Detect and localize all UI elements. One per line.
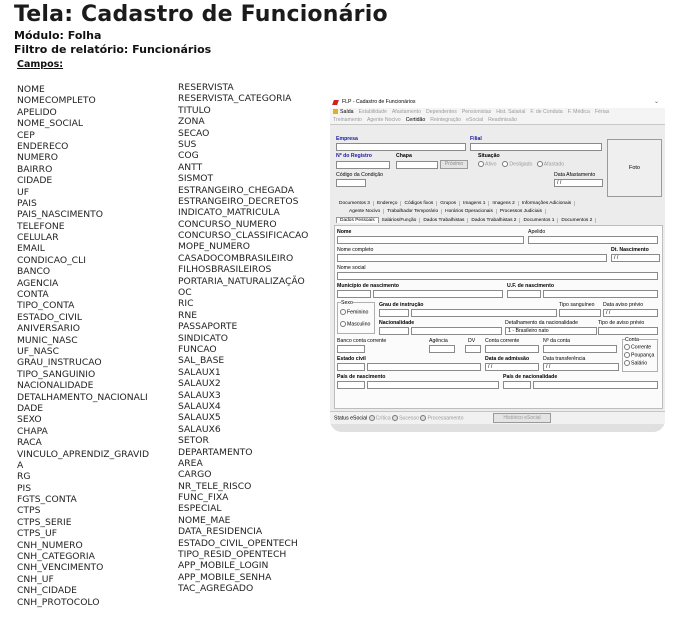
tab[interactable]: Dados Trabalhistas 2 <box>468 218 520 223</box>
status-sucesso-label: Sucesso <box>399 415 419 422</box>
field-name: CTPS_UF <box>17 528 58 540</box>
proximo-button[interactable]: Próximo <box>440 160 468 169</box>
municipio-name-input[interactable] <box>373 290 503 298</box>
tab[interactable]: Salários/Função <box>379 218 421 223</box>
situacao-label: Situação <box>478 153 500 159</box>
field-name: NR_TELE_RISCO <box>178 480 252 492</box>
nr-conta-label: Nº da conta <box>543 338 570 344</box>
apelido-input[interactable] <box>528 236 658 244</box>
registro-label: Nº do Registro <box>336 153 372 159</box>
field-name: CHAPA <box>17 425 48 437</box>
data-afastamento-input[interactable] <box>554 179 603 187</box>
conta-group-label: Conta <box>625 337 639 343</box>
dt-nascimento-value: / / <box>614 255 619 261</box>
fields-column-1 <box>17 84 149 608</box>
field-name: DETALHAMENTO_NACIONALI <box>17 391 148 403</box>
filial-select[interactable] <box>470 143 602 151</box>
poupanca-label: Poupança <box>631 352 655 359</box>
dt-nascimento-input[interactable] <box>611 254 660 262</box>
field-name: AREA <box>178 457 203 469</box>
data-admissao-label: Data de admissão <box>485 356 530 362</box>
field-name: CEP <box>17 129 35 141</box>
field-name: DEPARTAMENTO <box>178 446 253 458</box>
field-name: CNH_CATEGORIA <box>17 551 95 563</box>
pais-nascimento-input[interactable] <box>337 381 365 389</box>
menu-bar-secondary <box>330 116 665 125</box>
field-name: SUS <box>178 138 197 150</box>
field-name: SALAUX5 <box>178 412 221 424</box>
tab[interactable]: Trabalhador Temporário <box>384 209 442 214</box>
tab[interactable]: Imagens 2 <box>489 201 518 206</box>
menu-item[interactable]: Hist. Salarial <box>496 109 526 115</box>
field-name: ESTADO_CIVIL_OPENTECH <box>178 537 298 549</box>
field-name: CNH_NUMERO <box>17 539 83 551</box>
sexo-label: Sexo <box>341 300 353 306</box>
corrente-label: Corrente <box>631 344 652 351</box>
field-name: AGENCIA <box>17 277 59 289</box>
field-name: RESERVISTA <box>178 82 234 93</box>
field-name: TIPO_RESID_OPENTECH <box>178 549 287 561</box>
grau-instrucao-label: Grau de instrução <box>379 302 424 308</box>
tab[interactable]: Documentos 2 <box>558 218 596 223</box>
field-name: ESTRANGEIRO_DECRETOS <box>178 195 299 207</box>
desligado-label: Desligado <box>509 161 533 168</box>
nr-conta-input[interactable] <box>543 345 617 353</box>
menu-item[interactable]: Agente Nocivo <box>366 117 401 123</box>
field-name: CONCURSO_NUMERO <box>178 218 277 230</box>
menu-item[interactable]: Estabilidade <box>358 109 387 115</box>
field-name: FGTS_CONTA <box>17 494 77 506</box>
situacao-options <box>478 161 564 167</box>
field-name: CTPS <box>17 505 41 517</box>
field-name: MUNIC_NASC <box>17 334 78 346</box>
field-name: PASSAPORTE <box>178 321 238 333</box>
status-bar <box>330 411 665 424</box>
tab[interactable]: Documentos 1 <box>520 218 558 223</box>
detalhamento-label: Detalhamento da nacionalidade <box>505 320 578 326</box>
field-name: CNH_UF <box>17 573 54 585</box>
status-critica-icon <box>369 415 375 421</box>
data-aviso-input[interactable] <box>603 309 658 317</box>
estado-civil-label: Estado civil <box>337 356 366 362</box>
field-name: UF <box>17 186 30 198</box>
agencia-input[interactable] <box>429 345 455 353</box>
chevron-down-icon[interactable]: ⌄ <box>653 99 659 105</box>
feminino-label: Feminino <box>347 309 369 316</box>
registro-input[interactable] <box>336 161 390 169</box>
afastado-label: Afastado <box>543 161 565 168</box>
data-transferencia-label: Data transferência <box>543 356 586 362</box>
pais-nacionalidade-input[interactable] <box>503 381 531 389</box>
tabs-row-3 <box>336 217 596 223</box>
historico-esocial-button[interactable]: Histórico eSocial <box>493 413 551 423</box>
field-name: RACA <box>17 437 42 449</box>
tab[interactable]: Documentos 3 <box>336 201 374 206</box>
field-name: NOMECOMPLETO <box>17 95 96 107</box>
field-name: RESERVISTA_CATEGORIA <box>178 93 292 105</box>
tab[interactable]: Dados Pessoais <box>336 217 379 223</box>
dv-label: DV <box>468 338 476 344</box>
field-name: GRAU_INSTRUCAO <box>17 357 102 369</box>
field-name: CONDICAO_CLI <box>17 254 86 266</box>
field-name: CIDADE <box>17 175 53 187</box>
app-icon <box>332 100 339 105</box>
field-name: TITULO <box>178 104 211 116</box>
tab[interactable]: Processos Judiciais <box>497 209 546 214</box>
menu-item[interactable]: Readmissão <box>488 117 518 123</box>
field-name: SALAUX6 <box>178 423 221 435</box>
field-name: CTPS_SERIE <box>17 516 72 528</box>
masculino-label: Masculino <box>347 321 371 328</box>
field-name: NUMERO <box>17 152 58 164</box>
menu-item[interactable]: Férias <box>594 109 610 115</box>
filial-label: Filial <box>470 136 482 142</box>
municipio-label: Município de nascimento <box>337 283 399 289</box>
salario-option[interactable] <box>624 360 647 366</box>
field-name: FILHOSBRASILEIROS <box>178 264 272 276</box>
field-name: NOME_MAE <box>178 514 231 526</box>
pais-nascimento-label: País de nascimento <box>337 374 386 380</box>
field-name: CNH_PROTOCOLO <box>17 596 100 608</box>
field-name: MOPE_NUMERO <box>178 241 251 253</box>
codigo-condicao-input[interactable] <box>336 179 366 187</box>
field-name: PAIS_NASCIMENTO <box>17 209 103 221</box>
tab[interactable]: Agente Nocivo <box>346 209 384 214</box>
field-name: CONTA <box>17 289 49 301</box>
field-name: FUNC_FIXA <box>178 492 229 504</box>
field-name: SALAUX1 <box>178 366 221 378</box>
poupanca-option[interactable] <box>624 352 654 358</box>
empresa-label: Empresa <box>336 136 358 142</box>
field-name: UF_NASC <box>17 345 60 357</box>
nome-completo-label: Nome completo <box>337 247 374 253</box>
status-esocial-label: Status eSocial <box>334 415 368 422</box>
window-title: FLP - Cadastro de Funcionários <box>342 99 416 105</box>
field-name: ENDERECO <box>17 140 69 152</box>
nome-label: Nome <box>337 229 352 235</box>
menu-item[interactable]: Reintegração <box>430 117 462 123</box>
status-processamento-icon <box>420 415 426 421</box>
field-name: DADE <box>17 402 44 414</box>
field-name: APP_MOBILE_SENHA <box>178 571 272 583</box>
menu-item[interactable]: Certidão <box>405 117 426 123</box>
nome-social-input[interactable] <box>337 272 658 280</box>
field-name: FUNCAO <box>178 343 217 355</box>
field-name: ANTT <box>178 161 203 173</box>
menu-item[interactable]: Afastamento <box>391 109 421 115</box>
masculino-option[interactable] <box>340 321 370 327</box>
field-name: INDICATO_MATRICULA <box>178 207 280 219</box>
photo-frame[interactable] <box>607 139 662 197</box>
chapa-input[interactable] <box>396 161 438 169</box>
nacionalidade-label: Nacionalidade <box>379 320 415 326</box>
menu-item[interactable]: Saída <box>340 109 354 115</box>
agencia-label: Agência <box>429 338 448 344</box>
menu-item[interactable]: F. Médica <box>567 109 590 115</box>
estado-civil-input[interactable] <box>337 363 365 371</box>
field-name: NOME <box>17 84 45 95</box>
menu-bar <box>330 108 665 116</box>
window-titlebar <box>330 97 665 108</box>
field-name: CASADOCOMBRASILEIRO <box>178 252 294 264</box>
field-name: NOME_SOCIAL <box>17 118 84 130</box>
tab[interactable]: Códigos fixos <box>401 201 437 206</box>
tab-panel-dados-pessoais <box>334 225 663 409</box>
field-name: EMAIL <box>17 243 45 255</box>
field-name: SECAO <box>178 127 210 139</box>
field-name: TAC_AGREGADO <box>178 583 254 595</box>
tab[interactable]: Horários Operacionais <box>442 209 497 214</box>
tipo-aviso-select[interactable] <box>598 327 658 335</box>
radio-ativo[interactable] <box>478 161 484 167</box>
ativo-label: Ativo <box>485 161 497 168</box>
field-name: SINDICATO <box>178 332 229 344</box>
nome-completo-input[interactable] <box>337 254 607 262</box>
field-name: ANIVERSARIO <box>17 323 80 335</box>
municipio-input[interactable] <box>337 290 371 298</box>
field-name: OC <box>178 287 192 299</box>
field-name: RNE <box>178 309 198 321</box>
menu-item[interactable]: F. de Conduta <box>530 109 563 115</box>
estado-civil-name-input[interactable] <box>367 363 481 371</box>
salario-label: Salário <box>631 360 648 367</box>
field-name: SETOR <box>178 435 209 447</box>
pais-nacionalidade-name-input[interactable] <box>533 381 658 389</box>
app-window <box>330 97 665 432</box>
nacionalidade-name-input[interactable] <box>411 327 502 335</box>
tabs-row-1 <box>336 201 575 206</box>
data-admissao-input[interactable] <box>485 363 539 371</box>
conta-group <box>622 339 658 372</box>
conta-corrente-label: Conta corrente <box>485 338 520 344</box>
field-name: A <box>17 459 24 471</box>
detalhamento-select[interactable] <box>505 327 597 335</box>
field-name: TELEFONE <box>17 220 65 232</box>
report-filter-label: Filtro de relatório: Funcionários <box>14 43 212 56</box>
empresa-select[interactable] <box>336 143 466 151</box>
fields-column-2 <box>178 82 308 595</box>
field-name: ZONA <box>178 116 205 128</box>
tab[interactable]: Informações Adicionais <box>519 201 575 206</box>
field-name: BAIRRO <box>17 163 53 175</box>
foto-label: Foto <box>628 165 640 171</box>
tab[interactable]: Grupos <box>437 201 460 206</box>
module-label: Módulo: Folha <box>14 29 102 42</box>
field-name: ESTADO_CIVIL <box>17 311 82 323</box>
data-transferencia-value: / / <box>546 364 551 370</box>
apelido-label: Apelido <box>528 229 546 235</box>
status-processamento-label: Processamento <box>427 415 464 422</box>
field-name: SALAUX2 <box>178 378 221 390</box>
field-name: PORTARIA_NATURALIZAÇÃO <box>178 275 305 287</box>
uf-nascimento-label: U.F. de nascimento <box>507 283 554 289</box>
field-name: APP_MOBILE_LOGIN <box>178 560 269 572</box>
field-name: ESTRANGEIRO_CHEGADA <box>178 184 294 196</box>
field-name: CARGO <box>178 469 212 481</box>
field-name: CNH_VENCIMENTO <box>17 562 104 574</box>
field-name: SAL_BASE <box>178 355 225 367</box>
data-transferencia-input[interactable] <box>543 363 619 371</box>
tab[interactable]: Dados Trabalhistas <box>420 218 468 223</box>
tipo-sanguineo-label: Tipo sanguíneo <box>559 302 595 308</box>
pais-nacionalidade-label: País de nacionalidade <box>503 374 558 380</box>
banco-input[interactable] <box>337 345 365 353</box>
tab[interactable]: Imagens 1 <box>460 201 489 206</box>
bottom-toolbar <box>330 424 665 432</box>
data-afastamento-value: / / <box>557 180 562 186</box>
data-admissao-value: / / <box>488 364 493 370</box>
field-name: DATA_RESIDENCIA <box>178 526 263 538</box>
field-name: CONCURSO_CLASSIFICACAO <box>178 230 309 242</box>
nome-social-label: Nome social <box>337 265 366 271</box>
field-name: CNH_CIDADE <box>17 585 77 597</box>
radio-desligado[interactable] <box>502 161 508 167</box>
grau-instrucao-name-input[interactable] <box>411 309 557 317</box>
field-name: SALAUX3 <box>178 389 221 401</box>
field-name: TIPO_SANGUINIO <box>17 368 96 380</box>
tabs-row-2 <box>346 209 546 214</box>
data-afastamento-label: Data Afastamento <box>554 172 596 178</box>
field-name: BANCO <box>17 266 51 278</box>
codigo-condicao-label: Código da Condição <box>336 172 384 178</box>
radio-afastado[interactable] <box>537 161 543 167</box>
feminino-option[interactable] <box>340 309 368 315</box>
status-sucesso-icon <box>392 415 398 421</box>
data-aviso-value: / / <box>606 310 611 316</box>
menu-item[interactable]: Dependentes <box>425 109 457 115</box>
uf-nascimento-input[interactable] <box>507 290 541 298</box>
field-name: SEXO <box>17 414 42 426</box>
detalhamento-value: 1 - Brasileiro nato <box>508 328 549 334</box>
menu-item[interactable]: Pensionistas <box>461 109 492 115</box>
uf-nascimento-name-input[interactable] <box>543 290 658 298</box>
field-name: VINCULO_APRENDIZ_GRAVID <box>17 448 150 460</box>
menu-item[interactable]: Treinamento <box>333 117 362 123</box>
banco-label: Banco conta corrente <box>337 338 387 344</box>
conta-corrente-input[interactable] <box>485 345 539 353</box>
field-name: TIPO_CONTA <box>17 300 75 312</box>
data-aviso-label: Data aviso prévio <box>603 302 644 308</box>
tipo-aviso-label: Tipo de aviso prévio <box>598 320 645 326</box>
nacionalidade-input[interactable] <box>379 327 409 335</box>
dv-input[interactable] <box>465 345 481 353</box>
menu-item[interactable]: eSocial <box>466 117 484 123</box>
pais-nascimento-name-input[interactable] <box>367 381 499 389</box>
tab[interactable]: Endereço <box>374 201 402 206</box>
dt-nascimento-label: Dt. Nascimento <box>611 247 649 253</box>
sexo-group <box>337 302 375 334</box>
nome-input[interactable] <box>337 236 524 244</box>
status-critica-label: Crítica <box>375 415 391 422</box>
field-name: RG <box>17 471 31 483</box>
corrente-option[interactable] <box>624 344 651 350</box>
field-name: COG <box>178 150 199 162</box>
status-esocial <box>334 415 463 421</box>
chapa-label: Chapa <box>396 153 412 159</box>
fields-header: Campos: <box>17 59 64 70</box>
page-title: Tela: Cadastro de Funcionário <box>14 2 388 27</box>
field-name: ESPECIAL <box>178 503 222 515</box>
field-name: RIC <box>178 298 194 310</box>
field-name: NACIONALIDADE <box>17 380 94 392</box>
field-name: APELIDO <box>17 106 57 118</box>
field-name: PAIS <box>17 197 37 209</box>
field-name: SISMOT <box>178 173 214 185</box>
field-name: SALAUX4 <box>178 400 221 412</box>
field-name: PIS <box>17 482 32 494</box>
grau-instrucao-input[interactable] <box>379 309 409 317</box>
tipo-sanguineo-input[interactable] <box>559 309 601 317</box>
exit-icon <box>333 109 338 114</box>
field-name: CELULAR <box>17 232 59 244</box>
